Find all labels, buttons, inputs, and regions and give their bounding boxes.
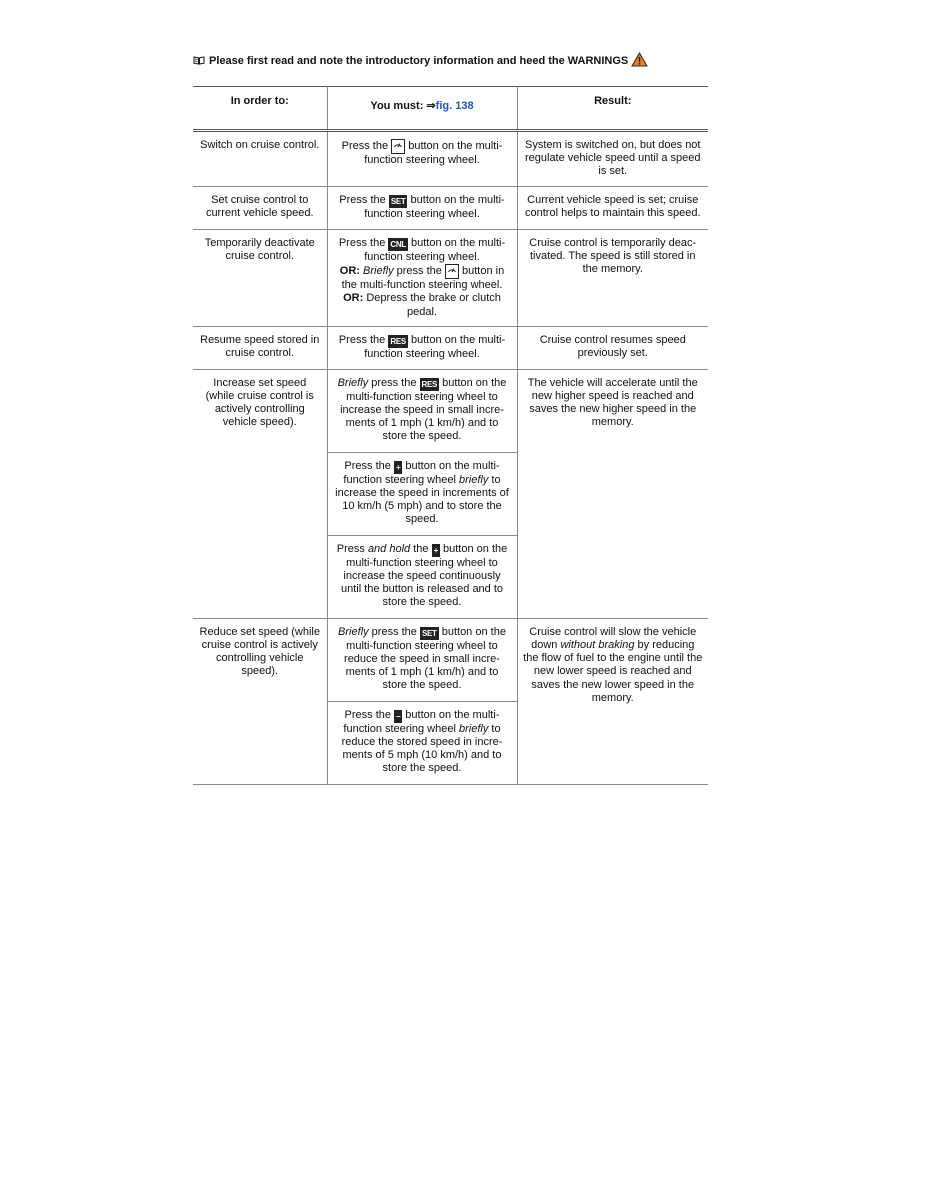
action-cell: Press and hold the + button on the multi-function steering wheel to increase the speed continuously until the button is released and to store the speed. — [327, 535, 517, 618]
action-cell: Briefly press the RES button on the multi-function steering wheel to increase the speed in small incre-ments of 1 mph (1 km/h) and to store the speed. — [327, 369, 517, 452]
intro-text: Please first read and note the introductory information and heed the WARNINGS — [209, 55, 629, 67]
task-cell: Temporarily deactivate cruise control. — [193, 230, 327, 327]
warning-triangle-icon[interactable] — [631, 52, 648, 70]
header-in-order-to: In order to: — [193, 87, 327, 131]
cruise-control-button-icon — [445, 264, 459, 279]
set-button-icon: SET — [390, 197, 406, 206]
action-cell: Press the + button on the multi-function steering wheel briefly to increase the speed in increments of 10 km/h (5 mph) and to store the speed. — [327, 452, 517, 535]
table-row — [193, 618, 708, 701]
result-cell: Cruise control will slow the vehicle down without braking by reducing the flow of fuel to the engine until the new lower speed is reached and saves the new lower speed in the memory. — [517, 618, 708, 784]
table-row — [193, 131, 708, 187]
action-cell: Press the SET button on the multi-function steering wheel. — [327, 187, 517, 230]
table-row — [193, 369, 708, 452]
task-cell: Switch on cruise control. — [193, 131, 327, 187]
table-row — [193, 230, 708, 327]
result-cell: Cruise control is temporarily deac-tivated. The speed is still stored in the memory. — [517, 230, 708, 327]
intro-note — [193, 50, 713, 72]
action-cell: Press the CNL button on the multi-function steering wheel. OR: Briefly press the button in the multi-function steering wheel. OR: Depress the brake or clutch pedal. — [327, 230, 517, 327]
task-cell: Set cruise control to current vehicle speed. — [193, 187, 327, 230]
cnl-button-icon: CNL — [390, 240, 406, 249]
action-cell: Briefly press the SET button on the multi-function steering wheel to reduce the speed in small incre-ments of 1 mph (1 km/h) and to store the speed. — [327, 618, 517, 701]
task-cell: Resume speed stored in cruise control. — [193, 326, 327, 369]
book-icon — [193, 55, 205, 68]
table-row — [193, 326, 708, 369]
table-row — [193, 187, 708, 230]
res-button-icon: RES — [421, 379, 438, 389]
result-cell: Cruise control resumes speed previously set. — [517, 326, 708, 369]
cruise-control-button-icon — [391, 139, 405, 154]
task-cell: Reduce set speed (while cruise control is actively controlling vehicle speed). — [193, 618, 327, 784]
result-cell: System is switched on, but does not regulate vehicle speed until a speed is set. — [517, 131, 708, 187]
result-cell: Current vehicle speed is set; cruise control helps to maintain this speed. — [517, 187, 708, 230]
res-button-icon: RES — [390, 336, 406, 346]
plus-button-icon: + — [395, 462, 401, 472]
set-button-icon: SET — [421, 628, 437, 638]
header-you-must: You must: ⇒fig. 138 — [327, 87, 517, 131]
header-result: Result: — [517, 87, 708, 131]
plus-button-icon: + — [433, 545, 438, 555]
task-cell: Increase set speed (while cruise control is actively controlling vehicle speed). — [193, 369, 327, 618]
cruise-control-table — [193, 86, 708, 785]
action-cell: Press the RES button on the multi-function steering wheel. — [327, 326, 517, 369]
table-header-row — [193, 87, 708, 131]
result-cell: The vehicle will accelerate until the new higher speed is reached and saves the new higher speed in the memory. — [517, 369, 708, 618]
action-cell: Press the – button on the multi-function steering wheel briefly to reduce the stored speed in incre-ments of 5 mph (10 km/h) and to store the speed. — [327, 701, 517, 784]
minus-button-icon: – — [396, 711, 401, 721]
fig-138-link[interactable]: fig. 138 — [435, 100, 474, 112]
action-cell: Press the button on the multi-function steering wheel. — [327, 131, 517, 187]
